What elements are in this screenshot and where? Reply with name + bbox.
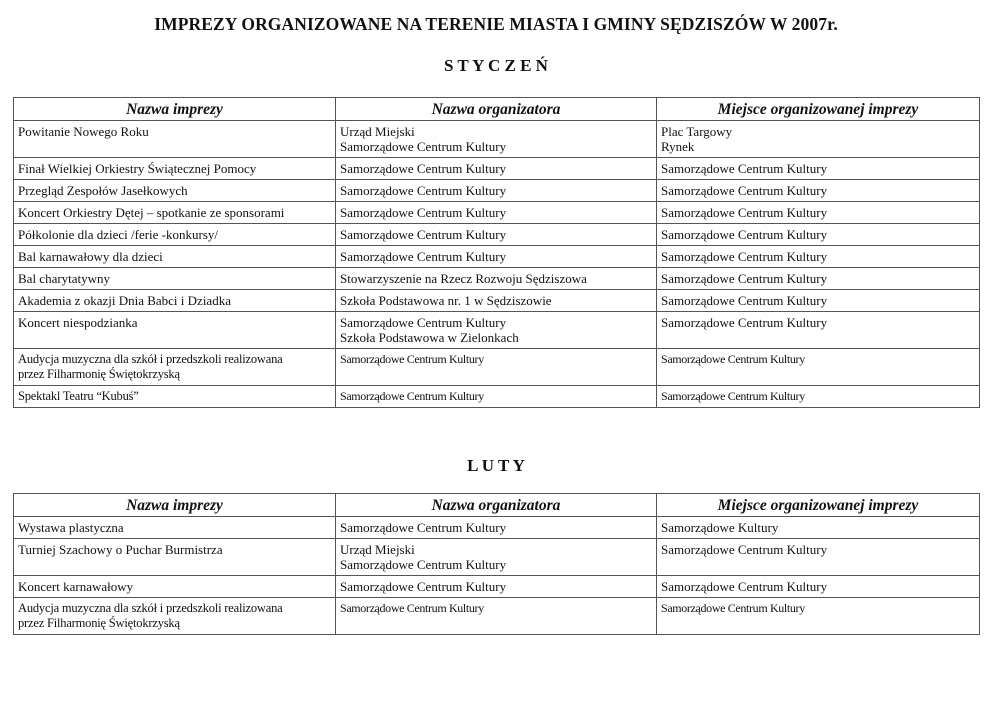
- events-table-styczen: [13, 97, 980, 408]
- table-body: [14, 121, 980, 408]
- organizer-cell: [336, 224, 657, 246]
- organizer-cell: [336, 598, 657, 635]
- event-name-line: przez Filharmonię Świętokrzyską: [18, 367, 180, 381]
- venue-line: Samorządowe Centrum Kultury: [661, 271, 828, 286]
- event-name-line: Turniej Szachowy o Puchar Burmistrza: [18, 542, 223, 557]
- table-row: [14, 202, 980, 224]
- event-name-cell: [14, 268, 336, 290]
- event-name-cell: [14, 312, 336, 349]
- venue-cell: [657, 202, 980, 224]
- column-header-organizer: Nazwa organizatora: [336, 98, 657, 121]
- organizer-cell: [336, 349, 657, 386]
- table-row: [14, 598, 980, 635]
- venue-line: Samorządowe Centrum Kultury: [661, 293, 828, 308]
- event-name-line: Finał Wielkiej Orkiestry Świątecznej Pomocy: [18, 161, 257, 176]
- event-name-line: Audycja muzyczna dla szkół i przedszkoli realizowana: [18, 352, 283, 366]
- event-name-cell: [14, 539, 336, 576]
- event-name-line: Powitanie Nowego Roku: [18, 124, 149, 139]
- event-name-cell: [14, 202, 336, 224]
- venue-line: Samorządowe Centrum Kultury: [661, 542, 828, 557]
- event-name-cell: [14, 180, 336, 202]
- organizer-line: Samorządowe Centrum Kultury: [340, 315, 507, 330]
- event-name-line: przez Filharmonię Świętokrzyską: [18, 616, 180, 630]
- table-row: [14, 349, 980, 386]
- venue-line: Samorządowe Centrum Kultury: [661, 205, 828, 220]
- organizer-cell: [336, 158, 657, 180]
- organizer-line: Szkoła Podstawowa w Zielonkach: [340, 330, 519, 345]
- table-header-row: [14, 494, 980, 517]
- organizer-cell: [336, 268, 657, 290]
- event-name-cell: [14, 517, 336, 539]
- venue-cell: [657, 268, 980, 290]
- event-name-cell: [14, 121, 336, 158]
- venue-cell: [657, 290, 980, 312]
- table-body: [14, 517, 980, 635]
- table-row: [14, 268, 980, 290]
- event-name-cell: [14, 576, 336, 598]
- organizer-line: Samorządowe Centrum Kultury: [340, 249, 507, 264]
- organizer-cell: [336, 312, 657, 349]
- venue-cell: [657, 517, 980, 539]
- organizer-line: Samorządowe Centrum Kultury: [340, 579, 507, 594]
- column-header-venue: Miejsce organizowanej imprezy: [657, 494, 980, 517]
- table-row: [14, 386, 980, 408]
- organizer-line: Samorządowe Centrum Kultury: [340, 389, 484, 403]
- column-header-organizer: Nazwa organizatora: [336, 494, 657, 517]
- table-row: [14, 246, 980, 268]
- venue-cell: [657, 349, 980, 386]
- event-name-cell: [14, 246, 336, 268]
- venue-line: Rynek: [661, 139, 695, 154]
- organizer-line: Urząd Miejski: [340, 542, 415, 557]
- event-name-line: Akademia z okazji Dnia Babci i Dziadka: [18, 293, 231, 308]
- event-name-cell: [14, 386, 336, 408]
- venue-cell: [657, 224, 980, 246]
- table-row: [14, 180, 980, 202]
- venue-line: Samorządowe Centrum Kultury: [661, 249, 828, 264]
- venue-cell: [657, 598, 980, 635]
- venue-line: Plac Targowy: [661, 124, 733, 139]
- organizer-line: Szkoła Podstawowa nr. 1 w Sędziszowie: [340, 293, 552, 308]
- organizer-cell: [336, 386, 657, 408]
- venue-line: Samorządowe Centrum Kultury: [661, 227, 828, 242]
- venue-cell: [657, 246, 980, 268]
- event-name-line: Bal charytatywny: [18, 271, 111, 286]
- table-row: [14, 158, 980, 180]
- venue-line: Samorządowe Centrum Kultury: [661, 161, 828, 176]
- event-name-line: Koncert niespodzianka: [18, 315, 138, 330]
- organizer-line: Samorządowe Centrum Kultury: [340, 183, 507, 198]
- organizer-line: Samorządowe Centrum Kultury: [340, 161, 507, 176]
- event-name-line: Wystawa plastyczna: [18, 520, 124, 535]
- table-row: [14, 539, 980, 576]
- organizer-line: Samorządowe Centrum Kultury: [340, 227, 507, 242]
- table-row: [14, 224, 980, 246]
- event-name-cell: [14, 349, 336, 386]
- organizer-line: Samorządowe Centrum Kultury: [340, 601, 484, 615]
- venue-line: Samorządowe Centrum Kultury: [661, 389, 805, 403]
- venue-cell: [657, 158, 980, 180]
- venue-cell: [657, 121, 980, 158]
- venue-cell: [657, 386, 980, 408]
- table-header-row: [14, 98, 980, 121]
- document-title: IMPREZY ORGANIZOWANE NA TERENIE MIASTA I GMINY SĘDZISZÓW W 2007r.: [154, 14, 838, 34]
- organizer-cell: [336, 539, 657, 576]
- event-name-cell: [14, 158, 336, 180]
- venue-cell: [657, 539, 980, 576]
- column-header-event-name: Nazwa imprezy: [14, 98, 336, 121]
- table-row: [14, 121, 980, 158]
- organizer-line: Samorządowe Centrum Kultury: [340, 352, 484, 366]
- event-name-line: Audycja muzyczna dla szkół i przedszkoli realizowana: [18, 601, 283, 615]
- event-name-cell: [14, 290, 336, 312]
- organizer-cell: [336, 180, 657, 202]
- event-name-cell: [14, 224, 336, 246]
- venue-line: Samorządowe Centrum Kultury: [661, 352, 805, 366]
- organizer-cell: [336, 576, 657, 598]
- event-name-line: Bal karnawałowy dla dzieci: [18, 249, 163, 264]
- event-name-line: Spektakl Teatru “Kubuś”: [18, 389, 139, 403]
- events-table-luty: [13, 493, 980, 635]
- venue-line: Samorządowe Kultury: [661, 520, 779, 535]
- organizer-cell: [336, 517, 657, 539]
- event-name-cell: [14, 598, 336, 635]
- column-header-event-name: Nazwa imprezy: [14, 494, 336, 517]
- venue-line: Samorządowe Centrum Kultury: [661, 579, 828, 594]
- table-row: [14, 290, 980, 312]
- venue-cell: [657, 180, 980, 202]
- organizer-line: Stowarzyszenie na Rzecz Rozwoju Sędziszowa: [340, 271, 587, 286]
- event-name-line: Przegląd Zespołów Jasełkowych: [18, 183, 188, 198]
- event-name-line: Koncert karnawałowy: [18, 579, 134, 594]
- venue-line: Samorządowe Centrum Kultury: [661, 183, 828, 198]
- event-name-line: Półkolonie dla dzieci /ferie -konkursy/: [18, 227, 219, 242]
- organizer-line: Samorządowe Centrum Kultury: [340, 557, 507, 572]
- month-heading-styczen: S T Y C Z E Ń: [444, 56, 548, 75]
- organizer-line: Samorządowe Centrum Kultury: [340, 139, 507, 154]
- organizer-cell: [336, 202, 657, 224]
- organizer-cell: [336, 121, 657, 158]
- table-row: [14, 517, 980, 539]
- column-header-venue: Miejsce organizowanej imprezy: [657, 98, 980, 121]
- organizer-cell: [336, 246, 657, 268]
- table-row: [14, 312, 980, 349]
- table-row: [14, 576, 980, 598]
- venue-line: Samorządowe Centrum Kultury: [661, 601, 805, 615]
- organizer-cell: [336, 290, 657, 312]
- venue-cell: [657, 576, 980, 598]
- venue-cell: [657, 312, 980, 349]
- venue-line: Samorządowe Centrum Kultury: [661, 315, 828, 330]
- event-name-line: Koncert Orkiestry Dętej – spotkanie ze sponsorami: [18, 205, 285, 220]
- organizer-line: Samorządowe Centrum Kultury: [340, 520, 507, 535]
- organizer-line: Urząd Miejski: [340, 124, 415, 139]
- month-heading-luty: L U T Y: [467, 456, 525, 475]
- organizer-line: Samorządowe Centrum Kultury: [340, 205, 507, 220]
